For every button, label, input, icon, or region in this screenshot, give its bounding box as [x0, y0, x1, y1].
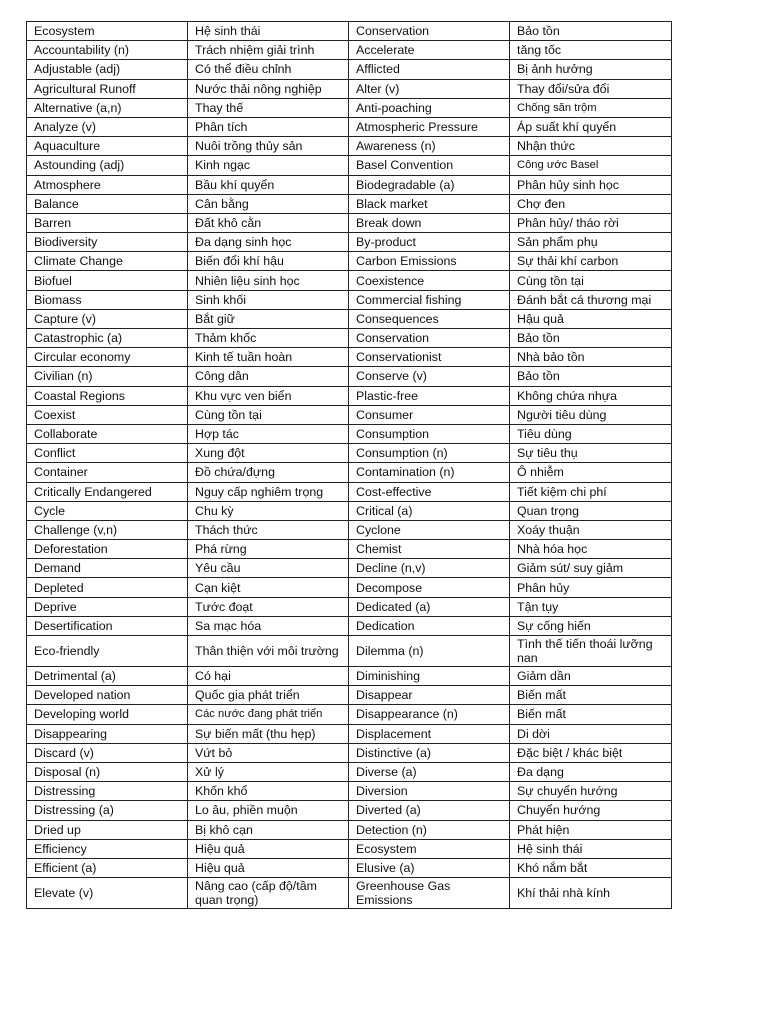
table-row: [27, 482, 672, 501]
vietnamese-meaning-cell: Quốc gia phát triển: [188, 686, 349, 705]
english-term-cell: Chemist: [349, 540, 510, 559]
english-term-cell: Carbon Emissions: [349, 252, 510, 271]
english-term-cell: Distressing: [27, 782, 188, 801]
vietnamese-meaning-cell: Bị khô cạn: [188, 820, 349, 839]
table-row: [27, 636, 672, 667]
vietnamese-meaning-cell: Chống săn trộm: [510, 98, 672, 117]
vietnamese-meaning-cell: Sinh khối: [188, 290, 349, 309]
vietnamese-meaning-cell: Yêu cầu: [188, 559, 349, 578]
vietnamese-meaning-cell: Đồ chứa/đựng: [188, 463, 349, 482]
vietnamese-meaning-cell: Cùng tồn tại: [510, 271, 672, 290]
vietnamese-meaning-cell: Áp suất khí quyển: [510, 117, 672, 136]
english-term-cell: Climate Change: [27, 252, 188, 271]
vietnamese-meaning-cell: Thay đổi/sửa đổi: [510, 79, 672, 98]
english-term-cell: Critical (a): [349, 501, 510, 520]
english-term-cell: Afflicted: [349, 60, 510, 79]
english-term-cell: Ecosystem: [27, 22, 188, 41]
english-term-cell: Disappearance (n): [349, 705, 510, 724]
vietnamese-meaning-cell: Hiệu quả: [188, 839, 349, 858]
vietnamese-meaning-cell: Đặc biệt / khác biệt: [510, 743, 672, 762]
vietnamese-meaning-cell: Trách nhiệm giải trình: [188, 41, 349, 60]
table-row: [27, 290, 672, 309]
english-term-cell: Contamination (n): [349, 463, 510, 482]
vietnamese-meaning-cell: Tước đoạt: [188, 597, 349, 616]
vietnamese-meaning-cell: Nhà hóa học: [510, 540, 672, 559]
vietnamese-meaning-cell: Nuôi trồng thủy sản: [188, 137, 349, 156]
table-row: [27, 194, 672, 213]
vietnamese-meaning-cell: Các nước đang phát triển: [188, 705, 349, 724]
english-term-cell: Consumer: [349, 405, 510, 424]
english-term-cell: Biodegradable (a): [349, 175, 510, 194]
english-term-cell: Elevate (v): [27, 878, 188, 909]
table-row: [27, 60, 672, 79]
vietnamese-meaning-cell: Nguy cấp nghiêm trọng: [188, 482, 349, 501]
english-term-cell: Alternative (a,n): [27, 98, 188, 117]
vietnamese-meaning-cell: Tận tụy: [510, 597, 672, 616]
vietnamese-meaning-cell: Kinh tế tuần hoàn: [188, 348, 349, 367]
table-row: [27, 367, 672, 386]
table-row: [27, 424, 672, 443]
english-term-cell: Developing world: [27, 705, 188, 724]
english-term-cell: Conflict: [27, 444, 188, 463]
table-row: [27, 22, 672, 41]
vietnamese-meaning-cell: Ô nhiễm: [510, 463, 672, 482]
vietnamese-meaning-cell: Bảo tồn: [510, 22, 672, 41]
english-term-cell: Desertification: [27, 616, 188, 635]
table-row: [27, 540, 672, 559]
vietnamese-meaning-cell: Nâng cao (cấp độ/tầm quan trọng): [188, 878, 349, 909]
table-row: [27, 705, 672, 724]
table-row: [27, 686, 672, 705]
vietnamese-meaning-cell: tăng tốc: [510, 41, 672, 60]
vietnamese-meaning-cell: Xung đột: [188, 444, 349, 463]
vietnamese-meaning-cell: Vứt bỏ: [188, 743, 349, 762]
vietnamese-meaning-cell: Sự cống hiến: [510, 616, 672, 635]
table-row: [27, 878, 672, 909]
vietnamese-meaning-cell: Khu vực ven biển: [188, 386, 349, 405]
english-term-cell: Coexist: [27, 405, 188, 424]
english-term-cell: Decompose: [349, 578, 510, 597]
english-term-cell: Diversion: [349, 782, 510, 801]
english-term-cell: Accelerate: [349, 41, 510, 60]
vietnamese-meaning-cell: Kinh ngạc: [188, 156, 349, 175]
vietnamese-meaning-cell: Có thể điều chỉnh: [188, 60, 349, 79]
english-term-cell: Deprive: [27, 597, 188, 616]
english-term-cell: Cycle: [27, 501, 188, 520]
vietnamese-meaning-cell: Phân tích: [188, 117, 349, 136]
english-term-cell: Barren: [27, 213, 188, 232]
vietnamese-meaning-cell: Biến mất: [510, 686, 672, 705]
vietnamese-meaning-cell: Hậu quả: [510, 309, 672, 328]
table-row: [27, 559, 672, 578]
english-term-cell: Capture (v): [27, 309, 188, 328]
table-row: [27, 616, 672, 635]
english-term-cell: Agricultural Runoff: [27, 79, 188, 98]
vietnamese-meaning-cell: Sự thải khí carbon: [510, 252, 672, 271]
vietnamese-meaning-cell: Chợ đen: [510, 194, 672, 213]
english-term-cell: Diverse (a): [349, 762, 510, 781]
vietnamese-meaning-cell: Chu kỳ: [188, 501, 349, 520]
table-row: [27, 41, 672, 60]
vocabulary-table-body: [27, 22, 672, 909]
english-term-cell: Consumption: [349, 424, 510, 443]
vietnamese-meaning-cell: Chuyển hướng: [510, 801, 672, 820]
table-row: [27, 597, 672, 616]
table-row: [27, 444, 672, 463]
english-term-cell: Greenhouse Gas Emissions: [349, 878, 510, 909]
english-term-cell: Discard (v): [27, 743, 188, 762]
vietnamese-meaning-cell: Quan trọng: [510, 501, 672, 520]
english-term-cell: Depleted: [27, 578, 188, 597]
vietnamese-meaning-cell: Sa mạc hóa: [188, 616, 349, 635]
vietnamese-meaning-cell: Nhà bảo tồn: [510, 348, 672, 367]
english-term-cell: Analyze (v): [27, 117, 188, 136]
vietnamese-meaning-cell: Sự tiêu thụ: [510, 444, 672, 463]
english-term-cell: Container: [27, 463, 188, 482]
english-term-cell: Catastrophic (a): [27, 329, 188, 348]
table-row: [27, 156, 672, 175]
english-term-cell: Demand: [27, 559, 188, 578]
table-row: [27, 271, 672, 290]
vietnamese-meaning-cell: Biến mất: [510, 705, 672, 724]
english-term-cell: Challenge (v,n): [27, 520, 188, 539]
english-term-cell: Dilemma (n): [349, 636, 510, 667]
vietnamese-meaning-cell: Sự biến mất (thu hẹp): [188, 724, 349, 743]
english-term-cell: Diminishing: [349, 667, 510, 686]
english-term-cell: Conserve (v): [349, 367, 510, 386]
table-row: [27, 724, 672, 743]
table-row: [27, 782, 672, 801]
english-term-cell: Basel Convention: [349, 156, 510, 175]
table-row: [27, 463, 672, 482]
english-term-cell: Critically Endangered: [27, 482, 188, 501]
english-term-cell: Black market: [349, 194, 510, 213]
english-term-cell: Accountability (n): [27, 41, 188, 60]
english-term-cell: Diverted (a): [349, 801, 510, 820]
vietnamese-meaning-cell: Bầu khí quyển: [188, 175, 349, 194]
vietnamese-meaning-cell: Thảm khốc: [188, 329, 349, 348]
table-row: [27, 501, 672, 520]
table-row: [27, 578, 672, 597]
english-term-cell: Atmosphere: [27, 175, 188, 194]
vietnamese-meaning-cell: Di dời: [510, 724, 672, 743]
english-term-cell: Ecosystem: [349, 839, 510, 858]
english-term-cell: Coexistence: [349, 271, 510, 290]
english-term-cell: Consumption (n): [349, 444, 510, 463]
vietnamese-meaning-cell: Khó nắm bắt: [510, 858, 672, 877]
vocabulary-table: [26, 21, 672, 909]
english-term-cell: Adjustable (adj): [27, 60, 188, 79]
vietnamese-meaning-cell: Hợp tác: [188, 424, 349, 443]
vietnamese-meaning-cell: Bảo tồn: [510, 367, 672, 386]
vietnamese-meaning-cell: Bắt giữ: [188, 309, 349, 328]
vietnamese-meaning-cell: Giảm sút/ suy giảm: [510, 559, 672, 578]
vietnamese-meaning-cell: Sự chuyển hướng: [510, 782, 672, 801]
table-row: [27, 520, 672, 539]
vietnamese-meaning-cell: Bảo tồn: [510, 329, 672, 348]
english-term-cell: Disposal (n): [27, 762, 188, 781]
english-term-cell: Developed nation: [27, 686, 188, 705]
vietnamese-meaning-cell: Nhận thức: [510, 137, 672, 156]
english-term-cell: Eco-friendly: [27, 636, 188, 667]
vietnamese-meaning-cell: Phân hủy sinh học: [510, 175, 672, 194]
vietnamese-meaning-cell: Đa dạng sinh học: [188, 233, 349, 252]
vietnamese-meaning-cell: Cạn kiệt: [188, 578, 349, 597]
table-row: [27, 175, 672, 194]
vietnamese-meaning-cell: Tình thế tiến thoái lưỡng nan: [510, 636, 672, 667]
vietnamese-meaning-cell: Phân hủy/ tháo rời: [510, 213, 672, 232]
english-term-cell: Consequences: [349, 309, 510, 328]
english-term-cell: Cost-effective: [349, 482, 510, 501]
english-term-cell: Conservationist: [349, 348, 510, 367]
english-term-cell: Disappearing: [27, 724, 188, 743]
vietnamese-meaning-cell: Công dân: [188, 367, 349, 386]
table-row: [27, 743, 672, 762]
table-row: [27, 839, 672, 858]
vietnamese-meaning-cell: Hệ sinh thái: [188, 22, 349, 41]
english-term-cell: Plastic-free: [349, 386, 510, 405]
vietnamese-meaning-cell: Thân thiện với môi trường: [188, 636, 349, 667]
english-term-cell: Alter (v): [349, 79, 510, 98]
vietnamese-meaning-cell: Nhiên liệu sinh học: [188, 271, 349, 290]
english-term-cell: Coastal Regions: [27, 386, 188, 405]
english-term-cell: Balance: [27, 194, 188, 213]
table-row: [27, 762, 672, 781]
vietnamese-meaning-cell: Hệ sinh thái: [510, 839, 672, 858]
vietnamese-meaning-cell: Nước thải nông nghiệp: [188, 79, 349, 98]
table-row: [27, 405, 672, 424]
vietnamese-meaning-cell: Giảm dần: [510, 667, 672, 686]
english-term-cell: Biodiversity: [27, 233, 188, 252]
english-term-cell: Biomass: [27, 290, 188, 309]
english-term-cell: Awareness (n): [349, 137, 510, 156]
english-term-cell: Break down: [349, 213, 510, 232]
english-term-cell: Deforestation: [27, 540, 188, 559]
vietnamese-meaning-cell: Sản phẩm phụ: [510, 233, 672, 252]
vietnamese-meaning-cell: Không chứa nhựa: [510, 386, 672, 405]
table-row: [27, 233, 672, 252]
english-term-cell: Disappear: [349, 686, 510, 705]
english-term-cell: Distinctive (a): [349, 743, 510, 762]
english-term-cell: Commercial fishing: [349, 290, 510, 309]
table-row: [27, 348, 672, 367]
vietnamese-meaning-cell: Có hại: [188, 667, 349, 686]
vietnamese-meaning-cell: Tiết kiệm chi phí: [510, 482, 672, 501]
english-term-cell: Circular economy: [27, 348, 188, 367]
english-term-cell: Efficient (a): [27, 858, 188, 877]
table-row: [27, 858, 672, 877]
english-term-cell: Atmospheric Pressure: [349, 117, 510, 136]
vietnamese-meaning-cell: Thay thế: [188, 98, 349, 117]
table-row: [27, 98, 672, 117]
table-row: [27, 667, 672, 686]
english-term-cell: Dedication: [349, 616, 510, 635]
english-term-cell: Efficiency: [27, 839, 188, 858]
english-term-cell: Detrimental (a): [27, 667, 188, 686]
table-row: [27, 79, 672, 98]
vietnamese-meaning-cell: Đa dạng: [510, 762, 672, 781]
vietnamese-meaning-cell: Khí thải nhà kính: [510, 878, 672, 909]
english-term-cell: By-product: [349, 233, 510, 252]
english-term-cell: Elusive (a): [349, 858, 510, 877]
table-row: [27, 137, 672, 156]
table-row: [27, 213, 672, 232]
vietnamese-meaning-cell: Khốn khổ: [188, 782, 349, 801]
english-term-cell: Displacement: [349, 724, 510, 743]
table-row: [27, 386, 672, 405]
vietnamese-meaning-cell: Thách thức: [188, 520, 349, 539]
english-term-cell: Cyclone: [349, 520, 510, 539]
english-term-cell: Civilian (n): [27, 367, 188, 386]
vietnamese-meaning-cell: Công ước Basel: [510, 156, 672, 175]
table-row: [27, 252, 672, 271]
vietnamese-meaning-cell: Phân hủy: [510, 578, 672, 597]
english-term-cell: Detection (n): [349, 820, 510, 839]
vietnamese-meaning-cell: Bị ảnh hưởng: [510, 60, 672, 79]
vietnamese-meaning-cell: Xoáy thuận: [510, 520, 672, 539]
vietnamese-meaning-cell: Biến đổi khí hậu: [188, 252, 349, 271]
english-term-cell: Biofuel: [27, 271, 188, 290]
vietnamese-meaning-cell: Xử lý: [188, 762, 349, 781]
table-row: [27, 329, 672, 348]
vietnamese-meaning-cell: Cùng tồn tại: [188, 405, 349, 424]
vietnamese-meaning-cell: Hiệu quả: [188, 858, 349, 877]
vietnamese-meaning-cell: Phát hiện: [510, 820, 672, 839]
table-row: [27, 801, 672, 820]
english-term-cell: Decline (n,v): [349, 559, 510, 578]
vietnamese-meaning-cell: Phá rừng: [188, 540, 349, 559]
english-term-cell: Anti-poaching: [349, 98, 510, 117]
vietnamese-meaning-cell: Đất khô cằn: [188, 213, 349, 232]
english-term-cell: Dried up: [27, 820, 188, 839]
english-term-cell: Distressing (a): [27, 801, 188, 820]
english-term-cell: Astounding (adj): [27, 156, 188, 175]
vietnamese-meaning-cell: Cân bằng: [188, 194, 349, 213]
english-term-cell: Conservation: [349, 329, 510, 348]
english-term-cell: Dedicated (a): [349, 597, 510, 616]
english-term-cell: Aquaculture: [27, 137, 188, 156]
english-term-cell: Conservation: [349, 22, 510, 41]
english-term-cell: Collaborate: [27, 424, 188, 443]
vietnamese-meaning-cell: Tiêu dùng: [510, 424, 672, 443]
vietnamese-meaning-cell: Đánh bắt cá thương mại: [510, 290, 672, 309]
table-row: [27, 309, 672, 328]
vietnamese-meaning-cell: Người tiêu dùng: [510, 405, 672, 424]
table-row: [27, 117, 672, 136]
vietnamese-meaning-cell: Lo âu, phiền muộn: [188, 801, 349, 820]
table-row: [27, 820, 672, 839]
